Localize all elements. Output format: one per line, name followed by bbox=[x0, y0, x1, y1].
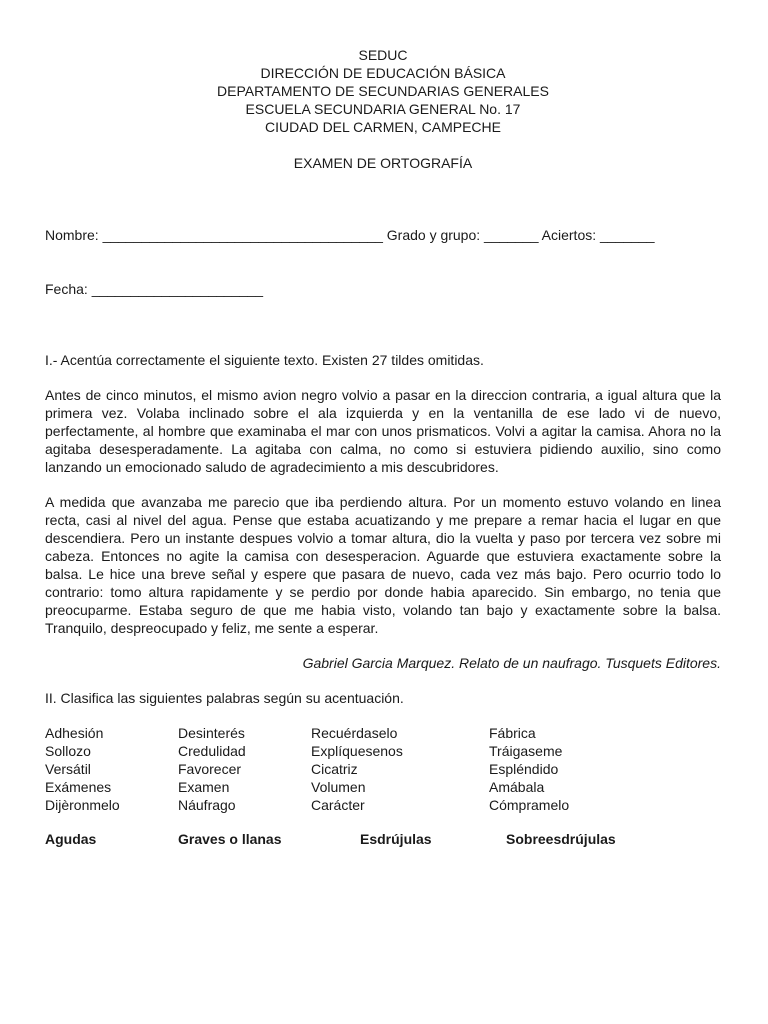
word-item: Exámenes bbox=[45, 779, 112, 795]
word-item: Náufrago bbox=[178, 797, 236, 813]
word-item: Volumen bbox=[311, 779, 366, 795]
word-item: Cómpramelo bbox=[489, 797, 570, 813]
exam-page bbox=[45, 46, 721, 848]
header-line-seduc: SEDUC bbox=[358, 47, 408, 63]
date-line: Fecha: ______________________ bbox=[45, 281, 263, 297]
student-fields bbox=[45, 190, 721, 334]
word-item: Cicatriz bbox=[311, 761, 358, 777]
word-item: Amábala bbox=[489, 779, 545, 795]
word-column-2 bbox=[178, 724, 246, 814]
header-line-ciudad: CIUDAD DEL CARMEN, CAMPECHE bbox=[265, 119, 501, 135]
name-grade-score-line: Nombre: ____________________________________ Grado y grupo: _______ Aciertos: _______ bbox=[45, 227, 655, 243]
category-graves: Graves o llanas bbox=[178, 831, 282, 847]
section-1-heading: I.- Acentúa correctamente el siguiente texto. Existen 27 tildes omitidas. bbox=[45, 352, 484, 368]
category-headings bbox=[45, 830, 721, 848]
word-item: Versátil bbox=[45, 761, 91, 777]
category-agudas: Agudas bbox=[45, 831, 97, 847]
word-item: Examen bbox=[178, 779, 230, 795]
word-column-3 bbox=[311, 724, 403, 814]
citation: Gabriel Garcia Marquez. Relato de un naufrago. Tusquets Editores. bbox=[302, 655, 721, 671]
text-paragraph-2: A medida que avanzaba me parecio que iba perdiendo altura. Por un momento estuvo volando en linea recta, casi al nivel del agua. Pense que estaba acuatizando y me prepare a remar hacia el lugar en que descendiera. Pero un instante despues volvio a tomar altura, dio la vuelta y paso por tercera vez sobre mi cabeza. Entonces no agite la camisa con desesperacion. Aguarde que estuviera exactamente sobre la balsa. Le hice una breve señal y espere que pasara de nuevo, cada vez más bajo. Pero ocurrio todo lo contrario: tomo altura rapidamente y se perdio por donde habia aparecido. Sin embargo, no tenia que preocuparme. Estaba seguro de que me habia visto, volando tan bajo y exactamente sobre la balsa. Tranquilo, despreocupado y feliz, me sente a esperar. bbox=[45, 494, 721, 636]
word-item: Recuérdaselo bbox=[311, 725, 398, 741]
text-paragraph-1: Antes de cinco minutos, el mismo avion negro volvio a pasar en la direccion contraria, a igual altura que la primera vez. Volaba inclinado sobre el ala izquierda y en la ventanilla de ese lado vi de nuevo, perfectamente, al hombre que examinaba el mar con unos prismaticos. Volvi a agitar la camisa. Ahora no la agitaba desesperadamente. La agitaba con calma, no como si estuviera pidiendo auxilio, sino como lanzando un emocionado saludo de agradecimiento a mis descubridores. bbox=[45, 387, 721, 475]
word-column-4 bbox=[489, 724, 569, 814]
word-item: Desinterés bbox=[178, 725, 245, 741]
category-esdrujulas: Esdrújulas bbox=[360, 831, 432, 847]
word-item: Carácter bbox=[311, 797, 365, 813]
section-2-heading: II. Clasifica las siguientes palabras según su acentuación. bbox=[45, 690, 404, 706]
word-item: Explíquesenos bbox=[311, 743, 403, 759]
header-line-escuela: ESCUELA SECUNDARIA GENERAL No. 17 bbox=[245, 101, 521, 117]
word-column-1 bbox=[45, 724, 120, 814]
school-header bbox=[45, 46, 721, 136]
word-item: Adhesión bbox=[45, 725, 104, 741]
word-item: Credulidad bbox=[178, 743, 246, 759]
exam-title: EXAMEN DE ORTOGRAFÍA bbox=[293, 155, 473, 171]
header-line-direccion: DIRECCIÓN DE EDUCACIÓN BÁSICA bbox=[260, 65, 506, 81]
word-item: Fábrica bbox=[489, 725, 536, 741]
word-grid bbox=[45, 724, 721, 814]
header-line-departamento: DEPARTAMENTO DE SECUNDARIAS GENERALES bbox=[217, 83, 549, 99]
word-item: Sollozo bbox=[45, 743, 91, 759]
word-item: Dijèronmelo bbox=[45, 797, 120, 813]
word-item: Favorecer bbox=[178, 761, 242, 777]
word-item: Tráigaseme bbox=[489, 743, 563, 759]
category-sobreesdrujulas: Sobreesdrújulas bbox=[506, 831, 616, 847]
word-item: Espléndido bbox=[489, 761, 559, 777]
